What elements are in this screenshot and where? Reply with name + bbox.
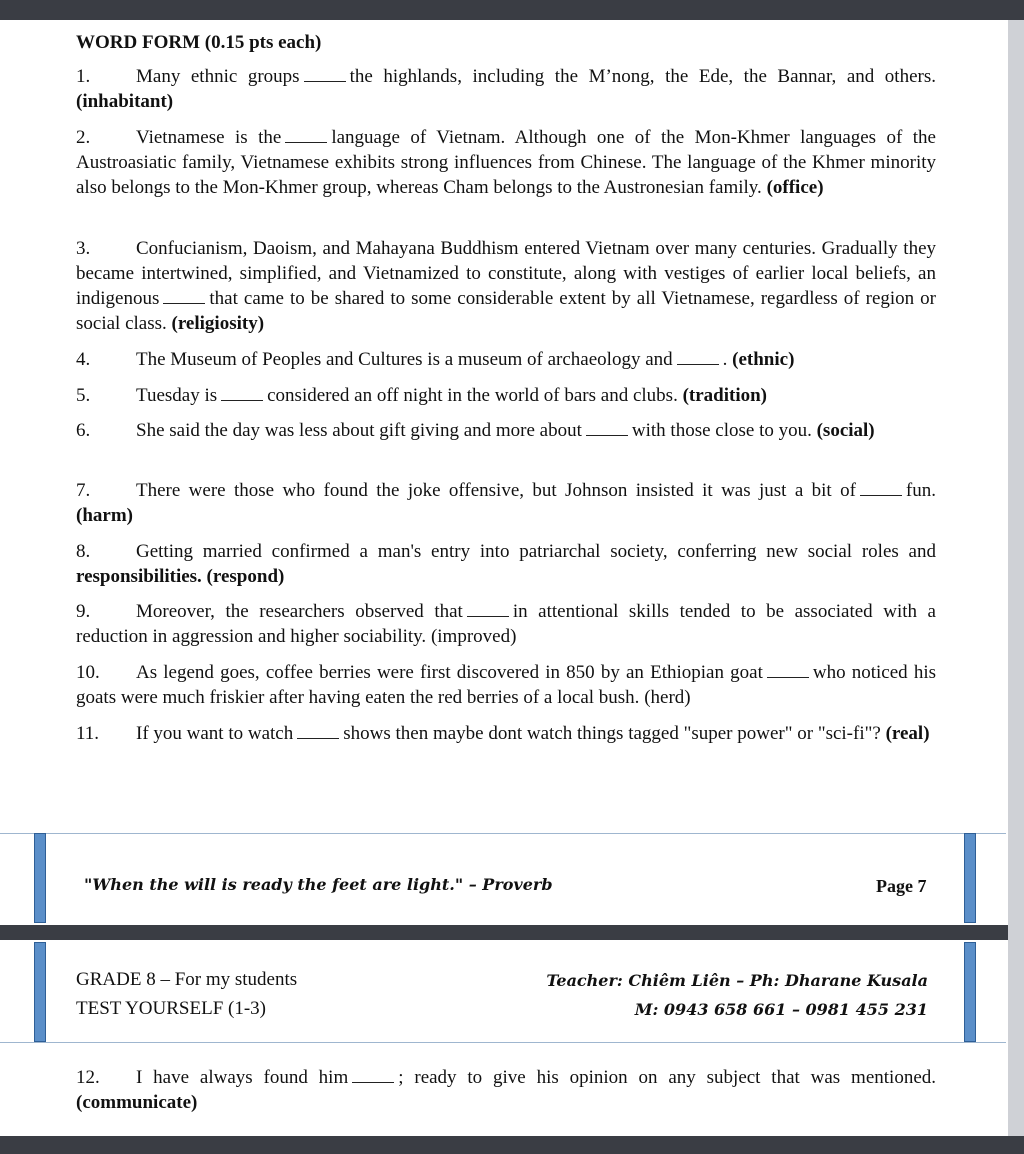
word-hint: (real) — [885, 723, 930, 744]
word-hint: (harm) — [76, 505, 133, 526]
teacher-phone: M: 0943 658 661 – 0981 455 231 — [634, 1000, 928, 1019]
footer-left-bar — [34, 833, 46, 923]
viewer-top-bar — [0, 0, 1024, 20]
question-6: 6. She said the day was less about gift giving and more about with those close to you. (social) — [76, 420, 875, 441]
word-hint: (inhabitant) — [76, 91, 174, 112]
question-number: 4. — [76, 349, 91, 370]
question-10: 10. As legend goes, coffee berries were first discovered in 850 by an Ethiopian goat who noticed his goats were much friskier after having eaten the red berries of a local bush. (herd) — [76, 662, 936, 708]
question-number: 3. — [76, 238, 91, 259]
question-number: 1. — [76, 66, 91, 87]
word-hint: (improved) — [430, 626, 517, 647]
footer-divider — [0, 833, 1006, 834]
word-hint: responsibilities. (respond) — [76, 566, 285, 587]
answer-blank[interactable] — [221, 384, 263, 401]
question-12: 12. I have always found him ; ready to give his opinion on any subject that was mentioned. (communicate) — [76, 1067, 936, 1113]
question-number: 9. — [76, 601, 91, 622]
word-hint: (tradition) — [682, 385, 768, 406]
question-8: 8. Getting married confirmed a man's entry into patriarchal society, conferring new social roles and responsibilities. (respond) — [76, 541, 936, 587]
header-right-bar — [964, 942, 976, 1042]
question-number: 6. — [76, 420, 91, 441]
test-label: TEST YOURSELF (1-3) — [76, 998, 266, 1019]
word-hint: (communicate) — [76, 1092, 198, 1113]
header-left-bar — [34, 942, 46, 1042]
answer-blank[interactable] — [163, 287, 205, 304]
question-number: 10. — [76, 662, 100, 683]
section-heading: WORD FORM (0.15 pts each) — [76, 32, 322, 53]
answer-blank[interactable] — [304, 65, 346, 82]
question-9: 9. Moreover, the researchers observed that in attentional skills tended to be associated with a reduction in aggression and higher sociability. (improved) — [76, 601, 936, 647]
question-number: 7. — [76, 480, 91, 501]
word-hint: (social) — [816, 420, 875, 441]
answer-blank[interactable] — [586, 419, 628, 436]
question-1: 1. Many ethnic groups the highlands, including the M’nong, the Ede, the Bannar, and others. (inhabitant) — [76, 66, 936, 112]
answer-blank[interactable] — [767, 661, 809, 678]
question-3: 3. Confucianism, Daoism, and Mahayana Buddhism entered Vietnam over many centuries. Gradually they became intertwined, simplified, and Vietnamized to constitute, along with vestiges of earlier local beliefs, an indigenous that came to be shared to some considerable extent by all Vietnamese, regardless of region or social class. (religiosity) — [76, 238, 936, 334]
question-2: 2. Vietnamese is the language of Vietnam. Although one of the Mon-Khmer languages of the Austroasiatic family, Vietnamese exhibits strong influences from Chinese. The language of the Khmer minority also belongs to the Mon-Khmer group, whereas Cham belongs to the Austronesian family. (office) — [76, 127, 936, 198]
grade-label: GRADE 8 – For my students — [76, 969, 298, 990]
answer-blank[interactable] — [352, 1066, 394, 1083]
proverb-text: "When the will is ready the feet are light." – Proverb — [84, 875, 553, 894]
answer-blank[interactable] — [297, 722, 339, 739]
page-number: Page 7 — [876, 876, 927, 896]
question-number: 2. — [76, 127, 91, 148]
viewer-scroll-gutter[interactable] — [1008, 20, 1024, 1136]
word-hint: (herd) — [644, 687, 691, 708]
answer-blank[interactable] — [467, 600, 509, 617]
question-5: 5. Tuesday is considered an off night in the world of bars and clubs. (tradition) — [76, 385, 768, 406]
word-hint: (ethnic) — [732, 349, 795, 370]
question-4: 4. The Museum of Peoples and Cultures is a museum of archaeology and . (ethnic) — [76, 349, 795, 370]
teacher-info: Teacher: Chiêm Liên – Ph: Dharane Kusala — [546, 971, 928, 990]
viewer-bottom-bar — [0, 1136, 1024, 1154]
footer-right-bar — [964, 833, 976, 923]
header-divider — [0, 1042, 1006, 1043]
answer-blank[interactable] — [285, 126, 327, 143]
answer-blank[interactable] — [677, 348, 719, 365]
question-number: 12. — [76, 1067, 100, 1088]
word-hint: (office) — [766, 177, 824, 198]
answer-blank[interactable] — [860, 479, 902, 496]
question-number: 8. — [76, 541, 91, 562]
word-hint: (religiosity) — [171, 313, 265, 334]
question-number: 11. — [76, 723, 100, 744]
question-11: 11. If you want to watch shows then maybe dont watch things tagged "super power" or "sci-fi"? (real) — [76, 723, 930, 744]
question-7: 7. There were those who found the joke offensive, but Johnson insisted it was just a bit of fun. (harm) — [76, 480, 936, 526]
question-number: 5. — [76, 385, 91, 406]
